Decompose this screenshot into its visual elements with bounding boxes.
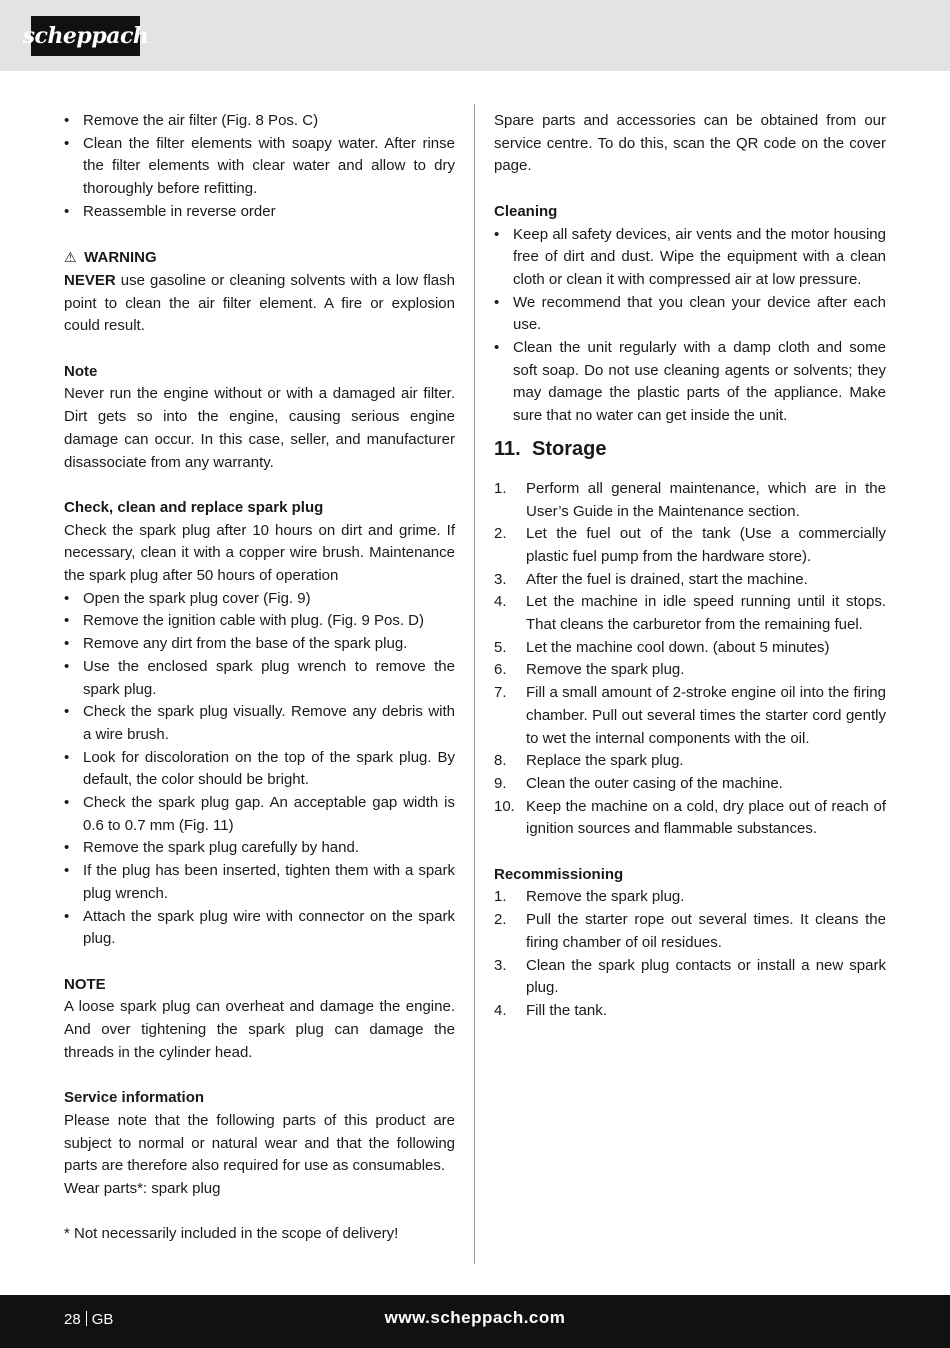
spark-plug-heading: Check, clean and replace spark plug [64, 498, 324, 516]
list-item: • Use the enclosed spark plug wrench to remove the spark plug. [64, 656, 455, 701]
list-item: • Remove any dirt from the base of the spark plug. [64, 633, 455, 656]
service-heading: Service information [64, 1089, 205, 1107]
cleaning-list [494, 224, 886, 428]
recommissioning-list [494, 886, 886, 1022]
list-item: 8. Replace the spark plug. [494, 752, 684, 770]
note2-paragraph: A loose spark plug can overheat and damage the engine. And over tightening the spark plug can damage the threads in the cylinder head. [64, 998, 455, 1061]
note2-heading: NOTE [64, 975, 106, 993]
list-item: 4. Fill the tank. [494, 1001, 607, 1019]
list-item: 10. Keep the machine on a cold, dry place out of reach of ignition sources and flammable substances. [494, 797, 886, 838]
list-item: 3. Clean the spark plug contacts or install a new spark plug. [494, 956, 886, 997]
list-item: • We recommend that you clean your device after each use. [494, 292, 886, 337]
list-item: • Keep all safety devices, air vents and the motor housing free of dirt and dust. Wipe the equipment with a clean cloth or clean it with compressed air at low pressure. [494, 224, 886, 292]
footnote: * Not necessarily included in the scope of delivery! [64, 1225, 399, 1243]
spark-plug-list [64, 588, 455, 951]
section-title: Storage [532, 437, 607, 460]
list-item: 2. Let the fuel out of the tank (Use a commercially plastic fuel pump from the hardware store). [494, 525, 886, 565]
list-item: 9. Clean the outer casing of the machine. [494, 774, 783, 792]
list-item: • Open the spark plug cover (Fig. 9) [64, 588, 455, 611]
note-paragraph: Never run the engine without or with a damaged air filter. Dirt gets so into the engine, causing serious engine damage can occur. In this case, seller, and manufacturer disassociate from any warranty. [64, 385, 455, 471]
footer-bar [0, 1295, 950, 1348]
website-url: www.scheppach.com [384, 1308, 566, 1327]
storage-list [494, 478, 886, 841]
list-item: 1. Perform all general maintenance, which are in the User’s Guide in the Maintenance section. [494, 479, 886, 520]
list-item: 4. Let the machine in idle speed running until it stops. That cleans the carburetor from the remaining fuel. [494, 593, 886, 634]
warning-triangle-icon: ⚠ [64, 249, 77, 266]
page-number: 28 [64, 1311, 81, 1328]
spark-plug-intro: Check the spark plug after 10 hours on dirt and grime. If necessary, clean it with a copper wire brush. Maintenance the spark plug after 50 hours of operation [64, 521, 455, 585]
list-item: • Remove the spark plug carefully by hand. [64, 837, 455, 860]
list-item: 6. Remove the spark plug. [494, 661, 685, 679]
storage-section-title [494, 428, 886, 478]
spare-parts-paragraph: Spare parts and accessories can be obtained from our service centre. To do this, scan the QR code on the cover page. [494, 112, 886, 175]
list-item: • Clean the filter elements with soapy water. After rinse the filter elements with clear water and allow to dry thoroughly before refitting. [64, 133, 455, 201]
language-code: GB [91, 1311, 114, 1328]
list-item: • Check the spark plug gap. An acceptable gap width is 0.6 to 0.7 mm (Fig. 11) [64, 792, 455, 837]
list-item: 2. Pull the starter rope out several times. It cleans the firing chamber of oil residues. [494, 911, 886, 951]
warning-heading [64, 246, 455, 270]
column-divider [474, 104, 475, 1264]
list-item: • Look for discoloration on the top of the spark plug. By default, the color should be bright. [64, 747, 455, 792]
list-item: • Check the spark plug visually. Remove any debris with a wire brush. [64, 701, 455, 746]
warning-text: use gasoline or cleaning solvents with a low flash point to clean the air filter element. A fire or explosion could result. [64, 271, 455, 335]
section-number: 11. [494, 437, 521, 460]
cleaning-heading: Cleaning [494, 202, 558, 220]
list-item: 5. Let the machine cool down. (about 5 minutes) [494, 638, 830, 656]
brand-logo: scheppach [31, 16, 140, 56]
recommissioning-heading: Recommissioning [494, 865, 624, 883]
service-paragraph: Please note that the following parts of this product are subject to normal or natural wear and that the following parts are therefore also required for use as consumables. [64, 1111, 455, 1175]
right-column [494, 110, 886, 1023]
left-column [64, 110, 455, 1246]
header-bar [0, 0, 950, 71]
list-item: • Clean the unit regularly with a damp cloth and some soft soap. Do not use cleaning agents or solvents; they may damage the plastic parts of the appliance. Make sure that no water can get inside the unit. [494, 337, 886, 428]
list-item: 7. Fill a small amount of 2-stroke engine oil into the firing chamber. Pull out several times the starter cord gently to wet the internal components with the oil. [494, 684, 886, 747]
note-heading: Note [64, 362, 98, 380]
warning-lead: NEVER [64, 271, 116, 289]
list-item: • Remove the ignition cable with plug. (Fig. 9 Pos. D) [64, 610, 455, 633]
list-item: • Reassemble in reverse order [64, 201, 455, 224]
air-filter-list [64, 110, 455, 224]
warning-title: WARNING [84, 249, 157, 267]
list-item: 3. After the fuel is drained, start the machine. [494, 570, 808, 588]
list-item: • Remove the air filter (Fig. 8 Pos. C) [64, 110, 455, 133]
list-item: • Attach the spark plug wire with connector on the spark plug. [64, 906, 455, 951]
list-item: 1. Remove the spark plug. [494, 888, 685, 906]
wear-parts: Wear parts*: spark plug [64, 1179, 221, 1197]
warning-paragraph [64, 270, 455, 338]
list-item: • If the plug has been inserted, tighten them with a spark plug wrench. [64, 860, 455, 905]
